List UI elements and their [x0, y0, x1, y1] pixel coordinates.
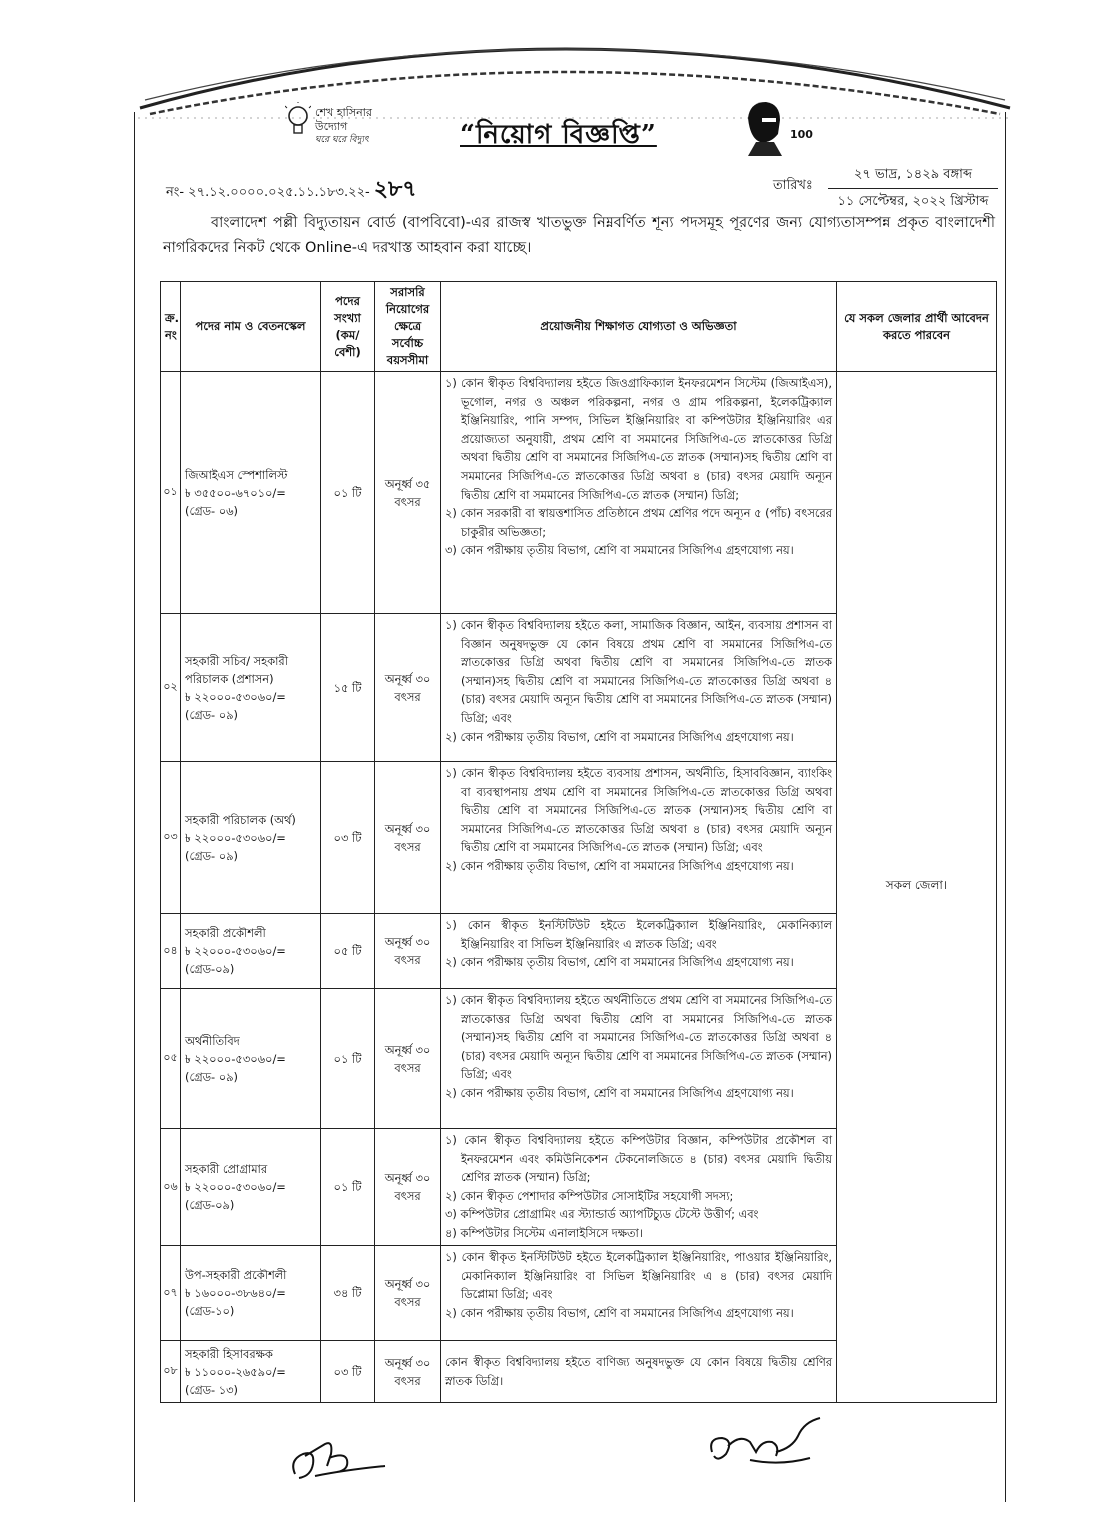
qualification-item: ১) কোন স্বীকৃত ইনস্টিটিউট হইতে ইলেকট্রিক্যাল ইঞ্জিনিয়ারিং, পাওয়ার ইঞ্জিনিয়ারিং, মেকানিক্যাল ইঞ্জিনিয়ারিং বা সিভিল ইঞ্জিনিয়ারিং এ ৪ (চার) বৎসর মেয়াদি ডিপ্লোমা ডিগ্রি; এবং	[445, 1250, 832, 1302]
age-line: অনূর্ধ্ব ৩০	[384, 821, 431, 836]
age-line: অনূর্ধ্ব ৩০	[384, 935, 431, 949]
post-line: সহকারী সচিব/ সহকারী	[185, 653, 288, 668]
row-post	[181, 614, 321, 762]
row-count: ০৩ টি	[321, 1341, 375, 1403]
district-cell: সকল জেলা।	[837, 372, 997, 1403]
post-line: ৳ ১৬০০০-৩৮৬৪০/=	[185, 1286, 286, 1300]
post-line: (গ্রেড-০৯)	[185, 1198, 235, 1212]
date-bangla: ২৭ ভাদ্র, ১৪২৯ বঙ্গাব্দ	[828, 165, 998, 189]
qualification-item: ২) কোন সরকারী বা স্বায়ত্তশাসিত প্রতিষ্ঠানে প্রথম শ্রেণির পদে অন্যূন ৫ (পাঁচ) বৎসরের চাকুরীর অভিজ্ঞতা;	[445, 506, 832, 539]
post-line: ৳ ২২০০০-৫৩০৬০/=	[185, 689, 286, 704]
header-count: পদের সংখ্যা (কম/ বেশী)	[321, 282, 375, 372]
memo-number-handwritten: ২৮৭	[373, 176, 417, 202]
row-age-limit	[375, 914, 441, 989]
table-header-row	[161, 282, 997, 372]
logo-sheikh-hasina-initiative	[285, 100, 405, 152]
row-count: ৩৪ টি	[321, 1246, 375, 1341]
qualification-item: ৩) কোন পরীক্ষায় তৃতীয় বিভাগ, শ্রেণি বা সমমানের সিজিপিএ গ্রহণযোগ্য নয়।	[445, 543, 794, 558]
age-line: বৎসর	[394, 689, 421, 704]
post-line: (গ্রেড- ১৩)	[185, 1382, 238, 1397]
qualification-item: ৩) কম্পিউটার প্রোগ্রামিং এর স্ট্যান্ডার্ড অ্যাপটিচ্যুড টেস্টে উত্তীর্ণ; এবং	[445, 1207, 759, 1222]
header-age: সরাসরি নিয়োগের ক্ষেত্রে সর্বোচ্চ বয়সসীমা	[375, 282, 441, 372]
post-line: ৳ ২২০০০-৫৩০৬০/=	[185, 1180, 286, 1194]
row-post	[181, 1341, 321, 1403]
age-line: বৎসর	[394, 1189, 421, 1203]
memo-number	[166, 172, 417, 209]
age-line: অনূর্ধ্ব ৩০	[384, 1042, 431, 1057]
row-post	[181, 1129, 321, 1246]
date-label: তারিখঃ	[773, 178, 813, 193]
row-serial: ০৮	[161, 1341, 181, 1403]
logo-text-line-1: শেখ হাসিনার	[315, 106, 372, 119]
post-line: (গ্রেড- ০৬)	[185, 503, 238, 518]
row-post	[181, 1246, 321, 1341]
row-post	[181, 372, 321, 614]
row-count: ০৩ টি	[321, 762, 375, 914]
age-line: অনূর্ধ্ব ৩০	[384, 1277, 431, 1291]
row-qualification	[441, 1246, 837, 1341]
post-line: (গ্রেড- ০৯)	[185, 707, 238, 722]
age-line: বৎসর	[394, 1295, 421, 1309]
post-line: সহকারী পরিচালক (অর্থ)	[185, 812, 296, 827]
post-line: (গ্রেড-১০)	[185, 1304, 235, 1318]
age-line: অনূর্ধ্ব ৩০	[384, 1171, 431, 1185]
post-line: (গ্রেড- ০৯)	[185, 848, 238, 863]
row-count: ০১ টি	[321, 372, 375, 614]
post-line: সহকারী প্রকৌশলী	[185, 926, 266, 940]
header-sl: ক্র. নং	[161, 282, 181, 372]
qualification-item: ২) কোন পরীক্ষায় তৃতীয় বিভাগ, শ্রেণি বা সমমানের সিজিপিএ গ্রহণযোগ্য নয়।	[445, 1305, 794, 1320]
row-age-limit	[375, 762, 441, 914]
qualification-item: ১) কোন স্বীকৃত ইনস্টিটিউট হইতে ইলেকট্রিক্যাল ইঞ্জিনিয়ারিং, মেকানিক্যাল ইঞ্জিনিয়ারিং বা সিভিল ইঞ্জিনিয়ারিং এ স্নাতক ডিগ্রি; এবং	[445, 918, 832, 951]
row-count: ১৫ টি	[321, 614, 375, 762]
header-qualification: প্রয়োজনীয় শিক্ষাগত যোগ্যতা ও অভিজ্ঞতা	[441, 282, 837, 372]
row-age-limit	[375, 372, 441, 614]
age-line: বৎসর	[394, 953, 421, 967]
row-qualification	[441, 1129, 837, 1246]
row-serial: ০২	[161, 614, 181, 762]
row-age-limit	[375, 1246, 441, 1341]
age-line: বৎসর	[394, 494, 421, 509]
row-serial: ০৩	[161, 762, 181, 914]
qualification-item: ১) কোন স্বীকৃত বিশ্ববিদ্যালয় হইতে কলা, সামাজিক বিজ্ঞান, আইন, ব্যবসায় প্রশাসন বা বিজ্ঞান অনুষদভুক্ত যে কোন বিষয়ে প্রথম শ্রেণি বা সমমানের সিজিপিএ-তে স্নাতকোত্তর ডিগ্রি অথবা দ্বিতীয় শ্রেণি বা সমমানের সিজিপিএ-তে স্নাতক (সম্মান)সহ দ্বিতীয় শ্রেণি বা সমমানের সিজিপিএ-তে স্নাতকোত্তর ডিগ্রি অথবা ৪ (চার) বৎসর মেয়াদি অন্যূন দ্বিতীয় শ্রেণি বা সমমানের সিজিপিএ-তে স্নাতক (সম্মান) ডিগ্রি; এবং	[445, 618, 832, 725]
logo-text-line-3: ঘরে ঘরে বিদ্যুৎ	[315, 135, 369, 145]
intro-paragraph: বাংলাদেশ পল্লী বিদ্যুতায়ন বোর্ড (বাপবিবো)-এর রাজস্ব খাতভুক্ত নিম্নবর্ণিত শূন্য পদসমূহ পূরণের জন্য যোগ্যতাসম্পন্ন প্রকৃত বাংলাদেশী নাগরিকদের নিকট থেকে Online-এ দরখাস্ত আহবান করা যাচ্ছে।	[163, 215, 995, 256]
qualification-item: কোন স্বীকৃত বিশ্ববিদ্যালয় হইতে বাণিজ্য অনুষদভুক্ত যে কোন বিষয়ে দ্বিতীয় শ্রেণির স্নাতক ডিগ্রি।	[445, 1354, 832, 1388]
age-line: অনূর্ধ্ব ৩০	[384, 671, 431, 686]
header-post: পদের নাম ও বেতনস্কেল	[181, 282, 321, 372]
decorative-arch	[0, 0, 1115, 130]
row-age-limit	[375, 1341, 441, 1403]
light-bulb-icon	[285, 102, 311, 142]
age-line: বৎসর	[394, 839, 421, 854]
row-count: ০১ টি	[321, 989, 375, 1129]
age-line: অনূর্ধ্ব ৩০	[384, 1355, 431, 1370]
row-post	[181, 914, 321, 989]
qualification-item: ২) কোন পরীক্ষায় তৃতীয় বিভাগ, শ্রেণি বা সমমানের সিজিপিএ গ্রহণযোগ্য নয়।	[445, 729, 794, 744]
vacancy-table	[160, 281, 997, 1403]
qualification-item: ১) কোন স্বীকৃত বিশ্ববিদ্যালয় হইতে কম্পিউটার বিজ্ঞান, কম্পিউটার প্রকৌশল বা ইনফরমেশন এবং কমিউনিকেশন টেকনোলজিতে ৪ (চার) বৎসর মেয়াদি দ্বিতীয় শ্রেণির স্নাতক (সম্মান) ডিগ্রি;	[445, 1133, 832, 1185]
post-line: ৳ ১১০০০-২৬৫৯০/=	[185, 1364, 286, 1379]
row-serial: ০১	[161, 372, 181, 614]
qualification-item: ২) কোন পরীক্ষায় তৃতীয় বিভাগ, শ্রেণি বা সমমানের সিজিপিএ গ্রহণযোগ্য নয়।	[445, 858, 794, 873]
post-line: উপ-সহকারী প্রকৌশলী	[185, 1268, 287, 1282]
post-line: সহকারী প্রোগ্রামার	[185, 1162, 268, 1176]
logo-mujib-100	[740, 98, 840, 158]
post-line: ৳ ২২০০০-৫৩০৬০/=	[185, 944, 286, 958]
row-qualification	[441, 989, 837, 1129]
age-line: বৎসর	[394, 1060, 421, 1075]
row-age-limit	[375, 614, 441, 762]
row-count: ০১ টি	[321, 1129, 375, 1246]
row-serial: ০৫	[161, 989, 181, 1129]
age-line: অনূর্ধ্ব ৩৫	[384, 476, 431, 491]
header-district: যে সকল জেলার প্রার্থী আবেদন করতে পারবেন	[837, 282, 997, 372]
post-line: সহকারী হিসাবরক্ষক	[185, 1346, 273, 1361]
memo-number-text: নং- ২৭.১২.০০০০.০২৫.১১.১৮৩.২২-	[166, 185, 370, 200]
signature-right	[700, 1412, 830, 1482]
row-qualification	[441, 762, 837, 914]
row-qualification	[441, 372, 837, 614]
row-count: ০৫ টি	[321, 914, 375, 989]
post-line: ৳ ২২০০০-৫৩০৬০/=	[185, 1051, 286, 1066]
table-row	[161, 372, 997, 614]
qualification-item: ২) কোন পরীক্ষায় তৃতীয় বিভাগ, শ্রেণি বা সমমানের সিজিপিএ গ্রহণযোগ্য নয়।	[445, 1085, 794, 1100]
qualification-item: ১) কোন স্বীকৃত বিশ্ববিদ্যালয় হইতে অর্থনীতিতে প্রথম শ্রেণি বা সমমানের সিজিপিএ-তে স্নাতকোত্তর ডিগ্রি অথবা দ্বিতীয় শ্রেণি বা সমমানের সিজিপিএ-তে স্নাতক (সম্মান)সহ দ্বিতীয় শ্রেণি বা সমমানের সিজিপিএ-তে স্নাতকোত্তর ডিগ্রি অথবা ৪ (চার) বৎসর মেয়াদি অন্যূন দ্বিতীয় শ্রেণি বা সমমানের সিজিপিএ-তে স্নাতক (সম্মান) ডিগ্রি; এবং	[445, 993, 832, 1082]
post-line: (গ্রেড- ০৯)	[185, 1069, 238, 1084]
signature-left	[285, 1430, 395, 1490]
date-english: ১১ সেপ্টেম্বর, ২০২২ খ্রিস্টাব্দ	[837, 194, 989, 209]
post-line: অর্থনীতিবিদ	[185, 1033, 240, 1048]
row-post	[181, 762, 321, 914]
post-line: ৳ ৩৫৫০০-৬৭০১০/=	[185, 485, 286, 500]
logo-text-line-2: উদ্যোগ	[315, 120, 348, 133]
post-line: পরিচালক (প্রশাসন)	[185, 671, 274, 686]
row-post	[181, 989, 321, 1129]
portrait-icon	[740, 98, 790, 158]
qualification-item: ১) কোন স্বীকৃত বিশ্ববিদ্যালয় হইতে ব্যবসায় প্রশাসন, অর্থনীতি, হিসাববিজ্ঞান, ব্যাংকিং বা ব্যবস্থাপনায় প্রথম শ্রেণি বা সমমানের সিজিপিএ-তে স্নাতকোত্তর ডিগ্রি অথবা দ্বিতীয় শ্রেণি বা সমমানের সিজিপিএ-তে স্নাতক (সম্মান)সহ দ্বিতীয় শ্রেণি বা সমমানের সিজিপিএ-তে স্নাতকোত্তর ডিগ্রি অথবা ৪ (চার) বৎসর মেয়াদি অন্যূন দ্বিতীয় শ্রেণি বা সমমানের সিজিপিএ-তে স্নাতক (সম্মান) ডিগ্রি; এবং	[445, 766, 832, 855]
row-age-limit	[375, 1129, 441, 1246]
row-serial: ০৭	[161, 1246, 181, 1341]
row-serial: ০৬	[161, 1129, 181, 1246]
post-line: (গ্রেড-০৯)	[185, 962, 235, 976]
qualification-item: ১) কোন স্বীকৃত বিশ্ববিদ্যালয় হইতে জিওগ্রাফিক্যাল ইনফরমেশন সিস্টেম (জিআইএস), ভূগোল, নগর ও অঞ্চল পরিকল্পনা, নগর ও গ্রাম পরিকল্পনা, ইলেকট্রিক্যাল ইঞ্জিনিয়ারিং, পানি সম্পদ, সিভিল ইঞ্জিনিয়ারিং বা কম্পিউটার ইঞ্জিনিয়ারিং এর প্রয়োজ্যতা অনুযায়ী, প্রথম শ্রেণি বা সমমানের সিজিপিএ-তে স্নাতকোত্তর ডিগ্রি অথবা দ্বিতীয় শ্রেণি বা সমমানের সিজিপিএ-তে স্নাতক (সম্মান)সহ দ্বিতীয় শ্রেণি বা সমমানের সিজিপিএ-তে স্নাতকোত্তর ডিগ্রি অথবা ৪ (চার) বৎসর মেয়াদি অন্যূন দ্বিতীয় শ্রেণি বা সমমানের সিজিপিএ-তে স্নাতক (সম্মান) ডিগ্রি;	[445, 376, 832, 502]
post-line: ৳ ২২০০০-৫৩০৬০/=	[185, 830, 286, 845]
row-age-limit	[375, 989, 441, 1129]
qualification-item: ২) কোন পরীক্ষায় তৃতীয় বিভাগ, শ্রেণি বা সমমানের সিজিপিএ গ্রহণযোগ্য নয়।	[445, 955, 794, 970]
qualification-item: ৪) কম্পিউটার সিস্টেম এনালাইসিসে দক্ষতা।	[445, 1225, 643, 1240]
page-title: “নিয়োগ বিজ্ঞপ্তি”	[460, 120, 657, 150]
date-block	[828, 165, 998, 213]
row-qualification	[441, 614, 837, 762]
logo-100-text: 100	[790, 128, 813, 141]
row-serial: ০৪	[161, 914, 181, 989]
qualification-item: ২) কোন স্বীকৃত পেশাদার কম্পিউটার সোসাইটির সহযোগী সদস্য;	[445, 1188, 734, 1203]
post-line: জিআইএস স্পেশালিস্ট	[185, 467, 288, 482]
age-line: বৎসর	[394, 1373, 421, 1388]
row-qualification	[441, 1341, 837, 1403]
row-qualification	[441, 914, 837, 989]
